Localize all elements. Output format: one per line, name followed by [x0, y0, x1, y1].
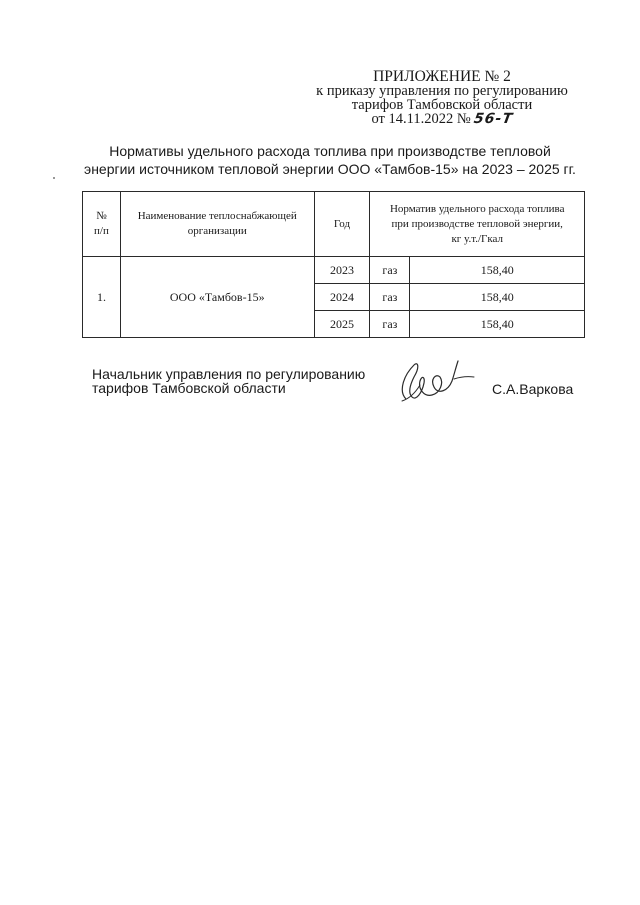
cell-year: 2024 [314, 284, 370, 311]
cell-value: 158,40 [410, 284, 585, 311]
cell-year: 2025 [314, 311, 370, 338]
table-row [83, 257, 585, 284]
cell-fuel: газ [370, 284, 410, 311]
header-norm: Норматив удельного расхода топлива при производстве тепловой энергии, кг у.т./Гкал [370, 192, 585, 257]
cell-fuel: газ [370, 311, 410, 338]
cell-fuel: газ [370, 257, 410, 284]
norms-table [82, 191, 585, 338]
cell-value: 158,40 [410, 257, 585, 284]
appendix-title: ПРИЛОЖЕНИЕ № 2 [373, 68, 511, 85]
table-header-row [83, 192, 585, 257]
cell-year: 2023 [314, 257, 370, 284]
header-organization: Наименование теплоснабжающей организации [120, 192, 314, 257]
row-number: 1. [83, 257, 121, 338]
signer-title: Начальник управления по регулированию тарифов Тамбовской области [92, 366, 366, 396]
document-title [60, 142, 600, 178]
appendix-order-line [292, 112, 592, 126]
header-year: Год [314, 192, 370, 257]
cell-value: 158,40 [410, 311, 585, 338]
row-organization: ООО «Тамбов-15» [120, 257, 314, 338]
signature-block [92, 367, 592, 417]
order-number: 56-Т [472, 111, 514, 127]
handwritten-signature [394, 355, 484, 407]
document-title-line-2: энергии источником тепловой энергии ООО «Тамбов-15» на 2023 – 2025 гг. [84, 161, 576, 177]
document-title-line-1: Нормативы удельного расхода топлива при производстве тепловой [109, 143, 551, 159]
appendix-header [292, 70, 592, 126]
scan-dot [53, 177, 55, 179]
appendix-line-1: к приказу управления по регулированию [316, 83, 568, 99]
header-num: № п/п [83, 192, 121, 257]
appendix-line-2: тарифов Тамбовской области [351, 97, 533, 113]
order-date: от 14.11.2022 № [371, 111, 471, 127]
signer-name: С.А.Варкова [492, 381, 574, 397]
